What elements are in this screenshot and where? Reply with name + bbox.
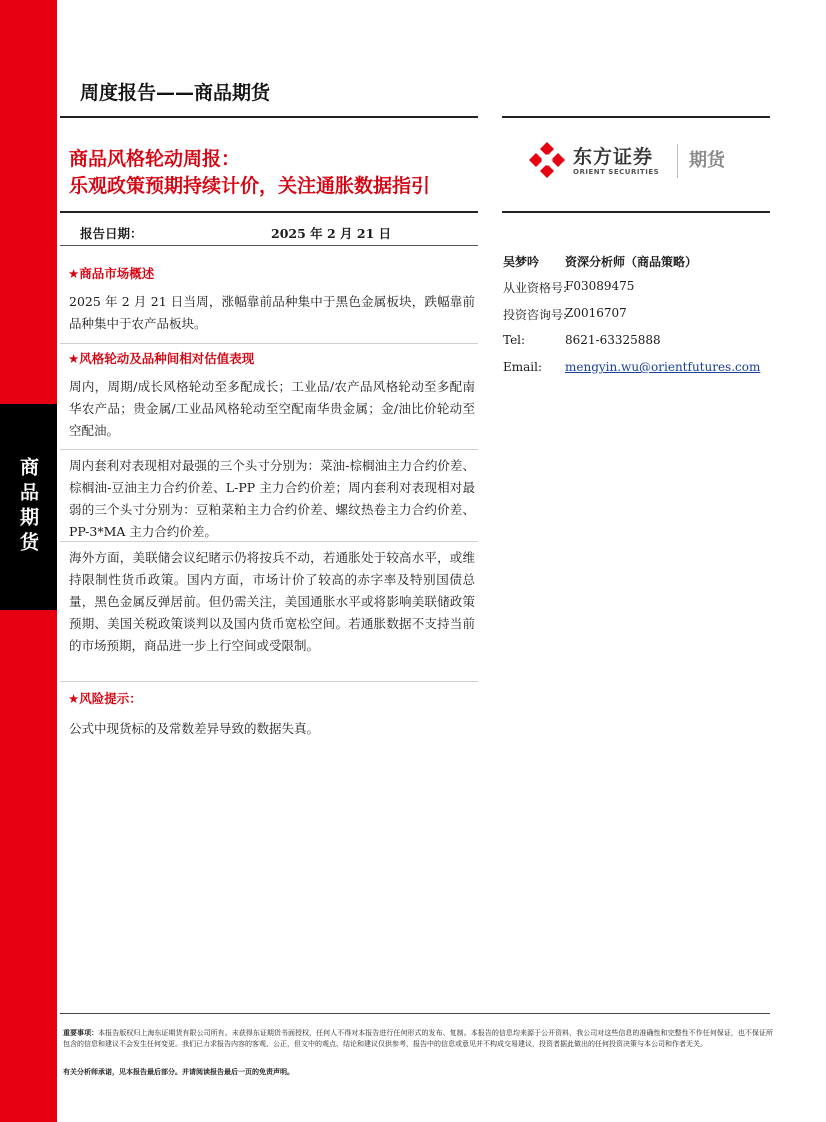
footer-divider — [60, 1013, 770, 1014]
field-label: 投资咨询号: — [503, 308, 568, 322]
section-heading-risk: ★风险提示： — [68, 691, 142, 706]
report-date-value: 2025 年 2 月 21 日 — [271, 226, 392, 241]
report-date-label: 报告日期： — [80, 226, 143, 241]
logo-separator — [677, 144, 678, 178]
section-divider — [60, 449, 478, 450]
logo-english: ORIENT SECURITIES — [573, 168, 660, 176]
paragraph: 海外方面，美联储会议纪睹示仍将按兵不动，若通胀处于较高水平，或维持限制性货币政策。国内方面，市场计价了较高的赤字率及特别国债总量，黑色金属反弹居前。但仍需关注，美国通胀水平或将影响美联储政策预期、美国关税政策谈判以及国内货币宽松空间。若通胀数据不支持当前的市场预期，商品进一步上行空间或受限制。 — [69, 550, 475, 653]
orient-logo-icon — [527, 140, 567, 180]
divider — [60, 116, 478, 118]
divider — [60, 245, 478, 246]
field-value: 8621-63325888 — [565, 333, 661, 347]
side-category-tab: 商品期货 — [0, 404, 57, 610]
field-value: Z0016707 — [565, 306, 627, 320]
analyst-promise: 有关分析师承诺，见本报告最后部分。并请阅读报告最后一页的免责声明。 — [63, 1067, 294, 1076]
section-heading-market-overview: ★商品市场概述 — [68, 266, 155, 281]
disclaimer — [63, 1027, 773, 1050]
field-label: Email: — [503, 360, 543, 374]
section-heading-style-rotation: ★风格轮动及品种间相对估值表现 — [68, 351, 255, 366]
field-label: 从业资格号: — [503, 281, 568, 295]
paragraph: 2025 年 2 月 21 日当周，涨幅靠前品种集中于黑色金属板块，跌幅靠前品种集中于农产品板块。 — [69, 294, 475, 331]
section-divider — [60, 681, 478, 682]
paragraph: 周内，周期/成长风格轮动至多配成长；工业品/农产品风格轮动至多配南华农产品；贵金属/工业品风格轮动至空配南华贵金属；金/油比价轮动至空配油。 — [69, 379, 475, 438]
analyst-name: 吴梦吟 — [503, 255, 540, 269]
paragraph: 公式中现货标的及常数差异导致的数据失真。 — [69, 721, 320, 736]
report-category: 周度报告——商品期货 — [80, 82, 271, 104]
section-divider — [60, 343, 478, 344]
paragraph: 周内套利对表现相对最强的三个头寸分别为：菜油-棕榈油主力合约价差、棕榈油-豆油主力合约价差、L-PP 主力合约价差；周内套利对表现相对最弱的三个头寸分别为：豆粕菜粕主力合约价差、螺纹热卷主力合约价差、PP-3*MA 主力合约价差。 — [69, 458, 475, 539]
company-logo — [527, 140, 757, 182]
field-value: F03089475 — [565, 279, 635, 293]
disclaimer-label: 重要事项： — [63, 1028, 99, 1037]
analyst-role: 资深分析师（商品策略） — [565, 255, 698, 269]
report-title-line1: 商品风格轮动周报： — [69, 148, 241, 170]
divider — [502, 211, 770, 213]
disclaimer-text: 本报告版权归上海东证期货有限公司所有。未获得东证期货书面授权，任何人不得对本报告进行任何形式的发布、复制。本报告的信息均来源于公开资料，我公司对这些信息的准确性和完整性不作任何保证，也不保证所包含的信息和建议不会发生任何变更。我们已力求报告内容的客观、公正，但文中的观点、结论和建议仅供参考，报告中的信息或意见并不构成交易建议，投资者据此做出的任何投资决策与本公司和作者无关。 — [63, 1029, 774, 1048]
field-label: Tel: — [503, 333, 526, 347]
logo-name: 东方证券 — [573, 146, 654, 168]
section-divider — [60, 541, 478, 542]
report-title-line2: 乐观政策预期持续计价，关注通胀数据指引 — [69, 175, 431, 197]
email-link[interactable]: mengyin.wu@orientfutures.com — [565, 360, 761, 374]
divider — [502, 116, 770, 118]
divider — [60, 211, 478, 213]
logo-suffix: 期货 — [689, 150, 725, 171]
